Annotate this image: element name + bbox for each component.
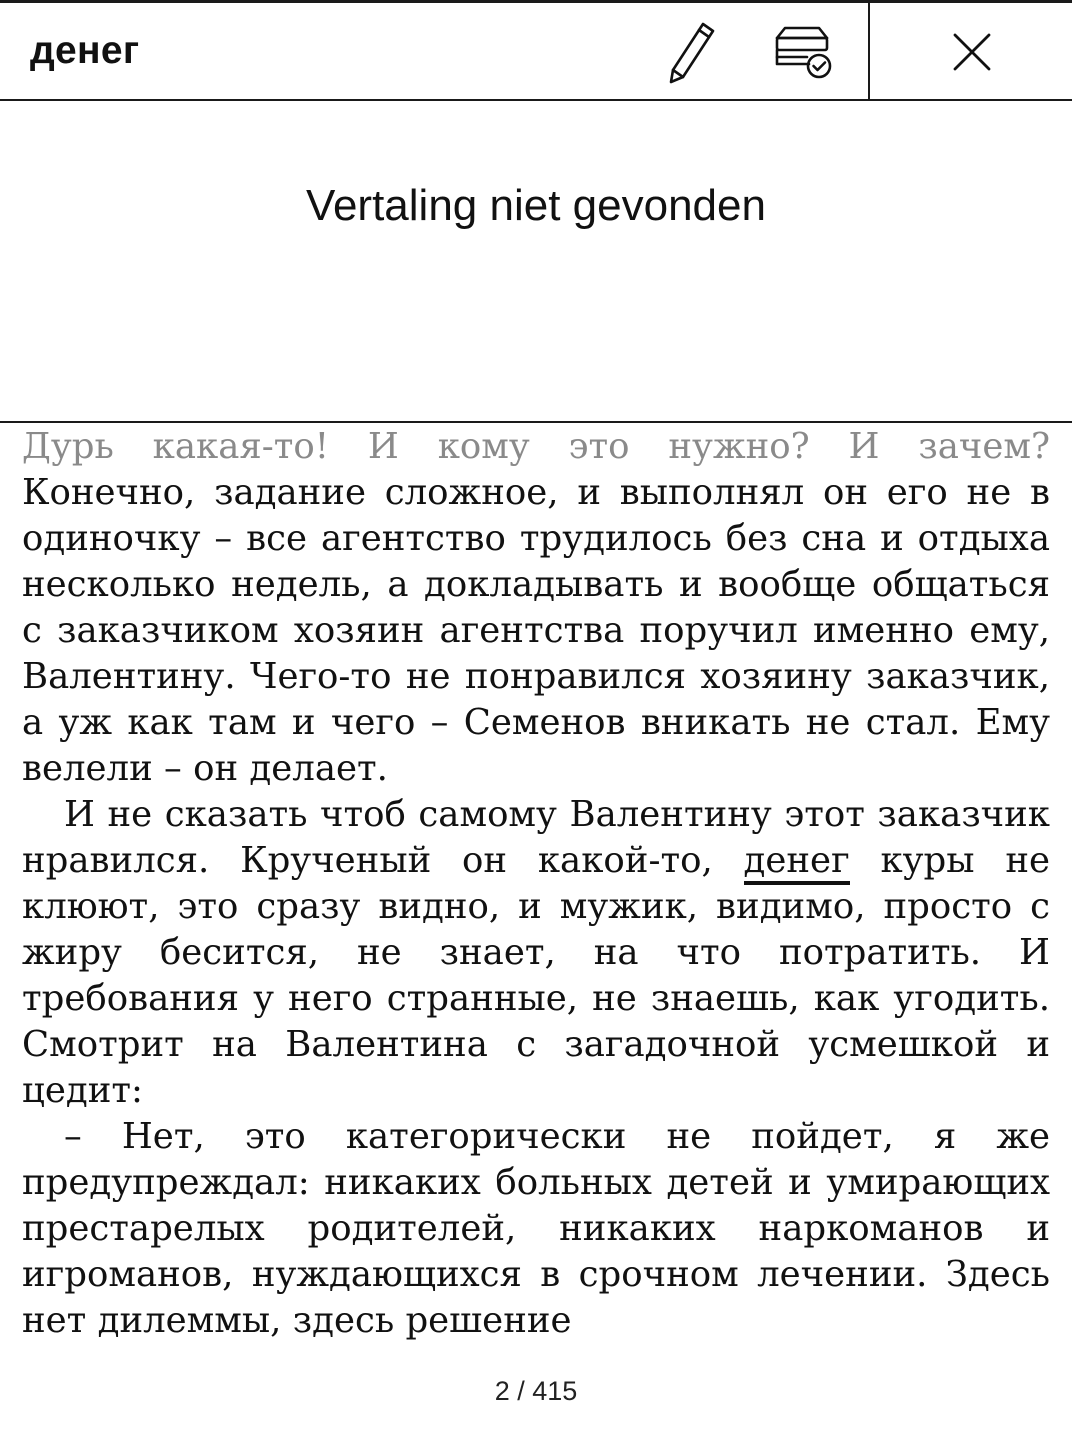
translation-not-found-message: Vertaling niet gevonden bbox=[306, 181, 766, 230]
close-icon bbox=[952, 32, 992, 72]
edit-button[interactable] bbox=[652, 3, 732, 101]
close-button[interactable] bbox=[931, 3, 1013, 101]
paragraph-text: И не сказать чтоб самому Валентину этот заказчик нравился. Крученый он какой-то, bbox=[22, 794, 1050, 881]
book-text[interactable] bbox=[22, 424, 1050, 1364]
translation-result-area bbox=[0, 101, 1072, 421]
selected-word[interactable]: денег bbox=[744, 840, 850, 885]
dictionary-popup-header bbox=[0, 3, 1072, 101]
header-divider bbox=[868, 3, 870, 101]
dictionary-button[interactable] bbox=[763, 3, 843, 101]
paragraph-text: куры не клюют, это сразу видно, и мужик, видимо, просто с жиру бесится, не знает, на что потратить. И требования у него странные, не знаешь, как угодить. Смотрит на Валентина с загадочной усмешкой и цедит: bbox=[22, 840, 1050, 1111]
dictionary-check-icon bbox=[771, 24, 835, 80]
paragraph: Конечно, задание сложное, и выполнял он его не в одиночку – все агентство трудилось без сна и отдыха несколько недель, а докладывать и вообще общаться с заказчиком хозяин агентства поручил именно ему, Валентину. Чего-то не понравился хозяину заказчик, а уж как там и чего – Семенов вникать не стал. Ему велели – он делает. bbox=[22, 472, 1050, 789]
faded-text-line: Дурь какая-то! И кому это нужно? И зачем? bbox=[22, 426, 1050, 467]
lookup-word: денег bbox=[30, 29, 140, 72]
popup-bottom-border bbox=[0, 421, 1072, 423]
paragraph: – Нет, это категорически не пойдет, я же предупреждал: никаких больных детей и умирающих престарелых родителей, никаких наркоманов и игроманов, нуждающихся в срочном лечении. Здесь нет дилеммы, здесь решение bbox=[22, 1116, 1050, 1341]
paragraph bbox=[22, 792, 1050, 1114]
page-indicator: 2 / 415 bbox=[494, 1376, 578, 1406]
pencil-icon bbox=[667, 20, 717, 84]
